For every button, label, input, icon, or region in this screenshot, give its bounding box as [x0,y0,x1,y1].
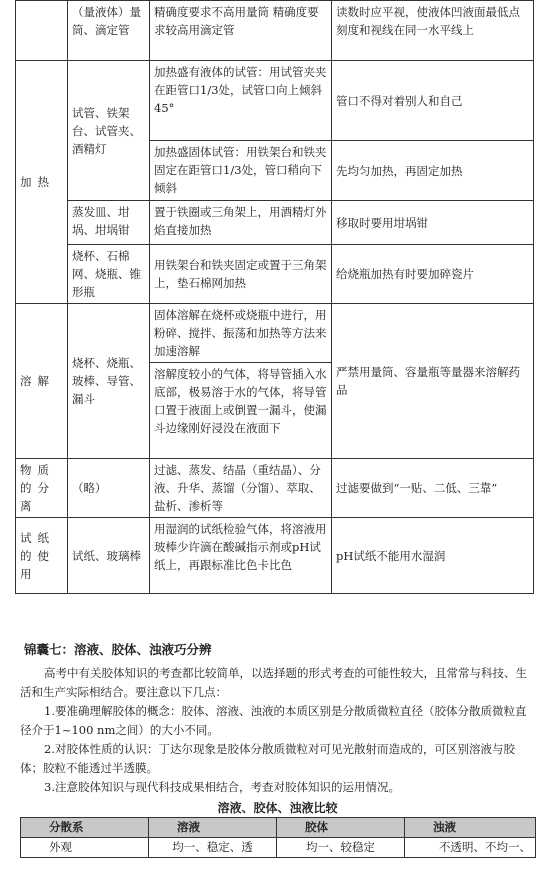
comparison-table [20,817,536,858]
comparison-row [21,838,536,858]
method-cell: 用铁架台和铁夹固定或置于三角架上，垫石棉网加热 [150,245,332,304]
point-1: 1.要准确理解胶体的概念：胶体、溶液、浊液的本质区别是分散质微粒直径（胶体分散质微粒直径介于1~100 nm之间）的大小不同。 [20,704,527,737]
cell: 均一、较稳定 [277,838,405,858]
table-row [16,304,534,363]
cell: 不透明、不均一、 [405,838,536,858]
method-cell: 置于铁圈或三角架上，用酒精灯外焰直接加热 [150,201,332,245]
comparison-caption: 溶液、胶体、浊液比较 [217,801,338,815]
instrument-cell: 试管、铁架台、试管夹、酒精灯 [68,61,150,201]
instrument-cell: （量液体）量筒、滴定管 [68,1,150,61]
note-cell: 读数时应平视，使液体凹液面最低点刻度和视线在同一水平线上 [332,1,534,61]
intro-paragraph: 高考中有关胶体知识的考查都比较简单，以选择题的形式考查的可能性较大，且常常与科技、生活和生产实际相结合。要注意以下几点： [20,666,527,699]
instrument-cell: 烧杯、石棉网、烧瓶、锥形瓶 [68,245,150,304]
instrument-cell: 蒸发皿、坩埚、坩埚钳 [68,201,150,245]
note-cell: 移取时要用坩埚钳 [332,201,534,245]
instrument-cell: 烧杯、烧瓶、玻棒、导管、漏斗 [68,304,150,459]
note-cell: 过滤要做到“一贴、二低、三靠” [332,459,534,518]
header-cell: 溶液 [149,818,277,838]
colloid-section [20,640,535,858]
category-cell: 溶解 [16,304,68,459]
method-cell: 固体溶解在烧杯或烧瓶中进行，用粉碎、搅拌、振荡和加热等方法来加速溶解 [150,304,332,363]
table-row [16,201,534,245]
category-cell: 物质的分离 [16,459,68,518]
table-row [16,61,534,141]
table-row [16,518,534,594]
method-cell: 精确度要求不高用量筒 精确度要求较高用滴定管 [150,1,332,61]
header-cell: 胶体 [277,818,405,838]
lab-operation-table [15,0,534,594]
category-cell: 加热 [16,61,68,304]
method-cell: 过滤、蒸发、结晶（重结晶）、分液、升华、蒸馏（分馏）、萃取、盐析、渗析等 [150,459,332,518]
method-cell: 用湿润的试纸检验气体，将溶液用玻棒少许滴在酸碱指示剂或pH试纸上，再跟标准比色卡比色 [150,518,332,594]
method-cell: 加热盛固体试管：用铁架台和铁夹固定在距管口1/3处，管口稍向下倾斜 [150,141,332,201]
point-2: 2.对胶体性质的认识：丁达尔现象是胶体分散质微粒对可见光散射而造成的，可区别溶液与胶体；胶粒不能透过半透膜。 [20,742,515,775]
category-cell [16,1,68,61]
note-cell: pH试纸不能用水湿润 [332,518,534,594]
category-cell: 试纸的使用 [16,518,68,594]
instrument-cell: 试纸、玻璃棒 [68,518,150,594]
comparison-header-row [21,818,536,838]
table-row [16,459,534,518]
header-cell: 浊液 [405,818,536,838]
note-cell: 给烧瓶加热有时要加碎瓷片 [332,245,534,304]
note-cell: 严禁用量筒、容量瓶等量器来溶解药品 [332,304,534,459]
table-row [16,1,534,61]
method-cell: 溶解度较小的气体，将导管插入水底部，极易溶于水的气体，将导管口置于液面上或倒置一漏斗，使漏斗边缘刚好浸没在液面下 [150,363,332,459]
cell: 外观 [21,838,149,858]
cell: 均一、稳定、透 [149,838,277,858]
instrument-cell: （略） [68,459,150,518]
method-cell: 加热盛有液体的试管：用试管夹夹在距管口1/3处，试管口向上倾斜45° [150,61,332,141]
note-cell: 管口不得对着别人和自己 [332,61,534,141]
header-cell: 分散系 [21,818,149,838]
section-title: 锦囊七：溶液、胶体、浊液巧分辨 [24,642,212,657]
point-3: 3.注意胶体知识与现代科技成果相结合，考查对胶体知识的运用情况。 [44,780,400,794]
table-row [16,245,534,304]
note-cell: 先均匀加热，再固定加热 [332,141,534,201]
